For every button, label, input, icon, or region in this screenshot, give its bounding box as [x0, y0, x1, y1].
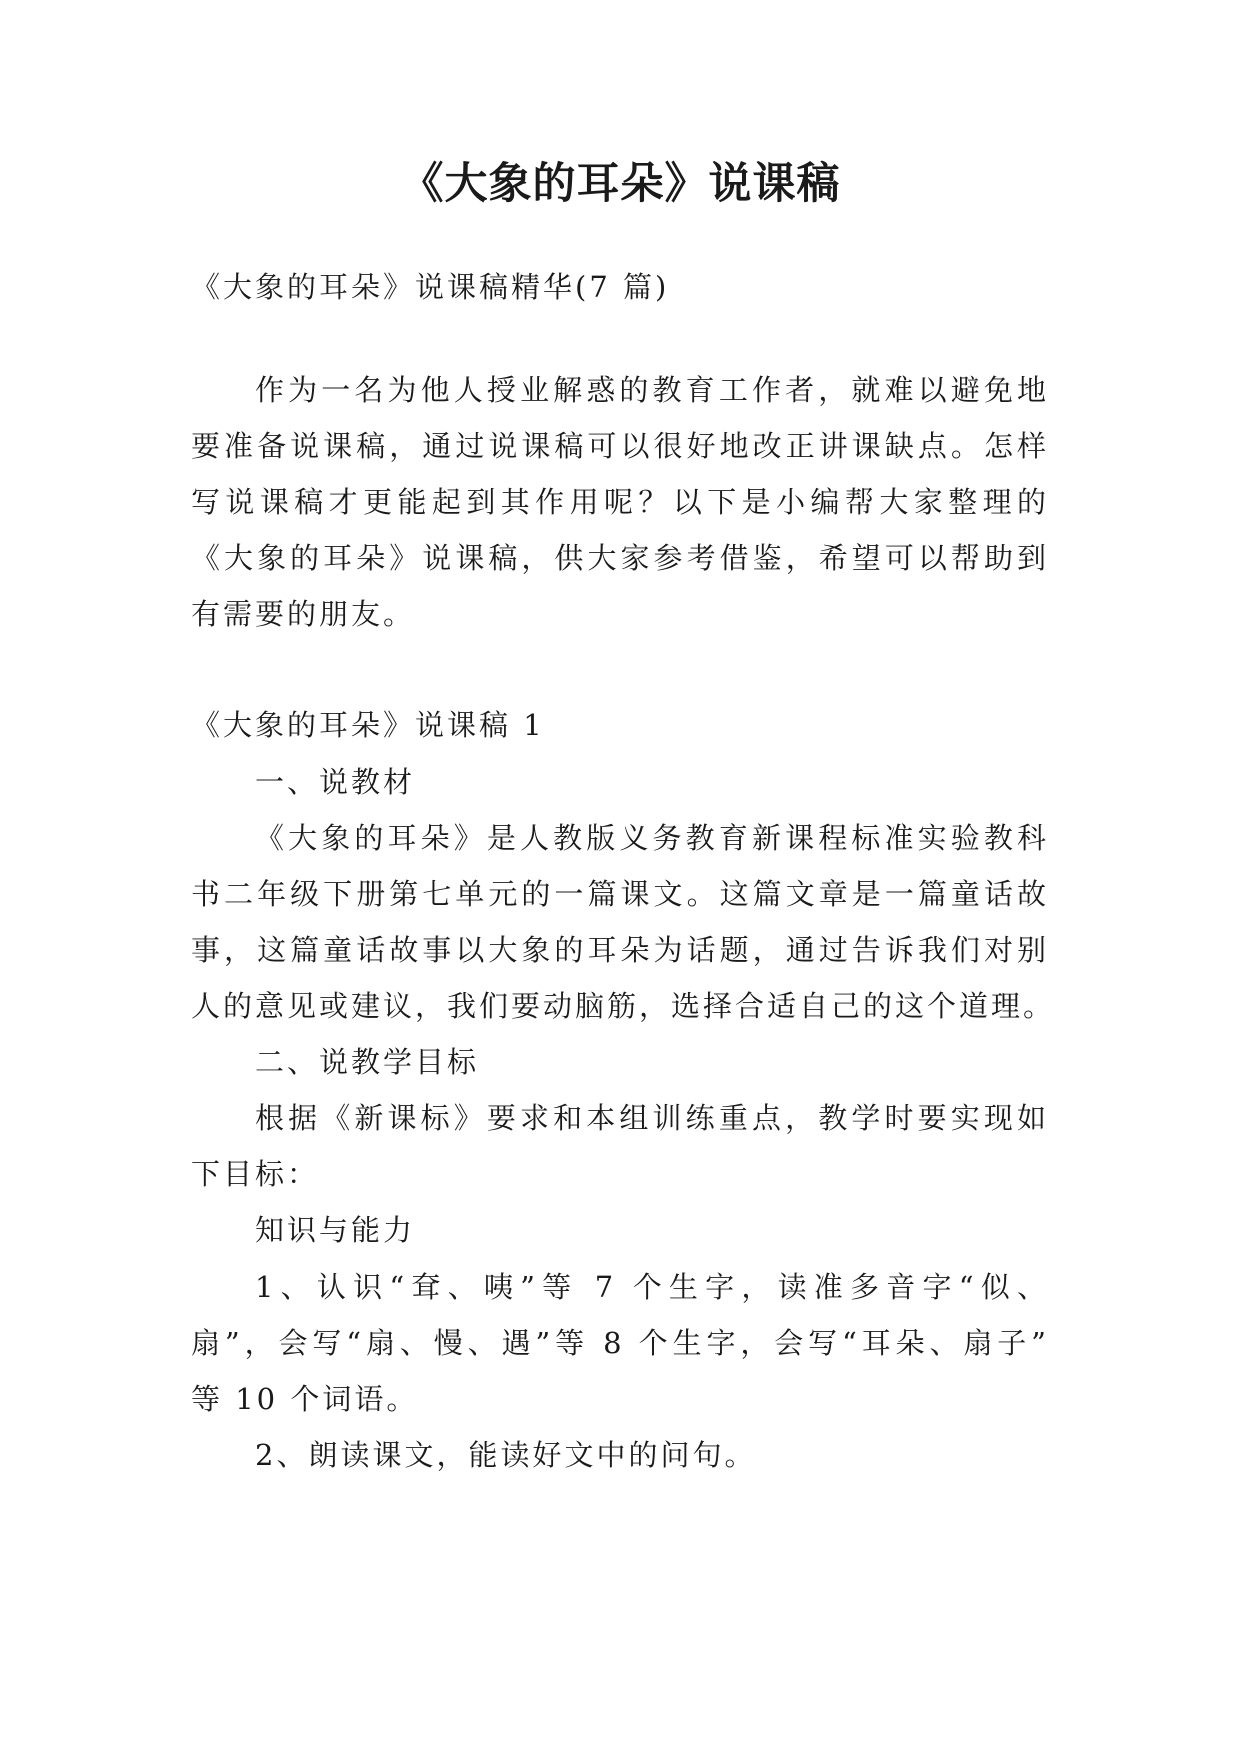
document-title: 《大象的耳朵》说课稿: [400, 159, 841, 209]
intro-line: 作为一名为他人授业解惑的教育工作者，就难以避免地: [255, 373, 1049, 407]
paragraph-line: 《大象的耳朵》是人教版义务教育新课程标准实验教科: [255, 821, 1049, 855]
list-item-line: 等 10 个词语。: [191, 1382, 419, 1416]
intro-line: 有需要的朋友。: [191, 597, 416, 631]
paragraph-line: 事，这篇童话故事以大象的耳朵为话题，通过告诉我们对别: [191, 933, 1049, 967]
intro-line: 《大象的耳朵》说课稿，供大家参考借鉴，希望可以帮助到: [191, 541, 1049, 575]
section-heading: 二、说教学目标: [255, 1045, 480, 1079]
paragraph-line: 根据《新课标》要求和本组训练重点，教学时要实现如: [255, 1101, 1049, 1135]
list-item: 2、朗读课文，能读好文中的问句。: [255, 1438, 757, 1472]
document-subtitle: 《大象的耳朵》说课稿精华(7 篇): [191, 270, 670, 304]
subheading: 知识与能力: [255, 1213, 416, 1247]
intro-line: 要准备说课稿，通过说课稿可以很好地改正讲课缺点。怎样: [191, 429, 1049, 463]
paragraph-line: 下目标：: [191, 1157, 320, 1191]
section-title: 《大象的耳朵》说课稿 1: [191, 708, 545, 742]
section-heading: 一、说教材: [255, 765, 416, 799]
list-item-line: 1、认识“耷、咦”等 7 个生字，读准多音字“似、: [255, 1270, 1049, 1304]
list-item-line: 扇”，会写“扇、慢、遇”等 8 个生字，会写“耳朵、扇子”: [191, 1326, 1049, 1360]
paragraph-line: 人的意见或建议，我们要动脑筋，选择合适自己的这个道理。: [191, 989, 1056, 1023]
intro-line: 写说课稿才更能起到其作用呢？以下是小编帮大家整理的: [191, 485, 1049, 519]
paragraph-line: 书二年级下册第七单元的一篇课文。这篇文章是一篇童话故: [191, 877, 1049, 911]
